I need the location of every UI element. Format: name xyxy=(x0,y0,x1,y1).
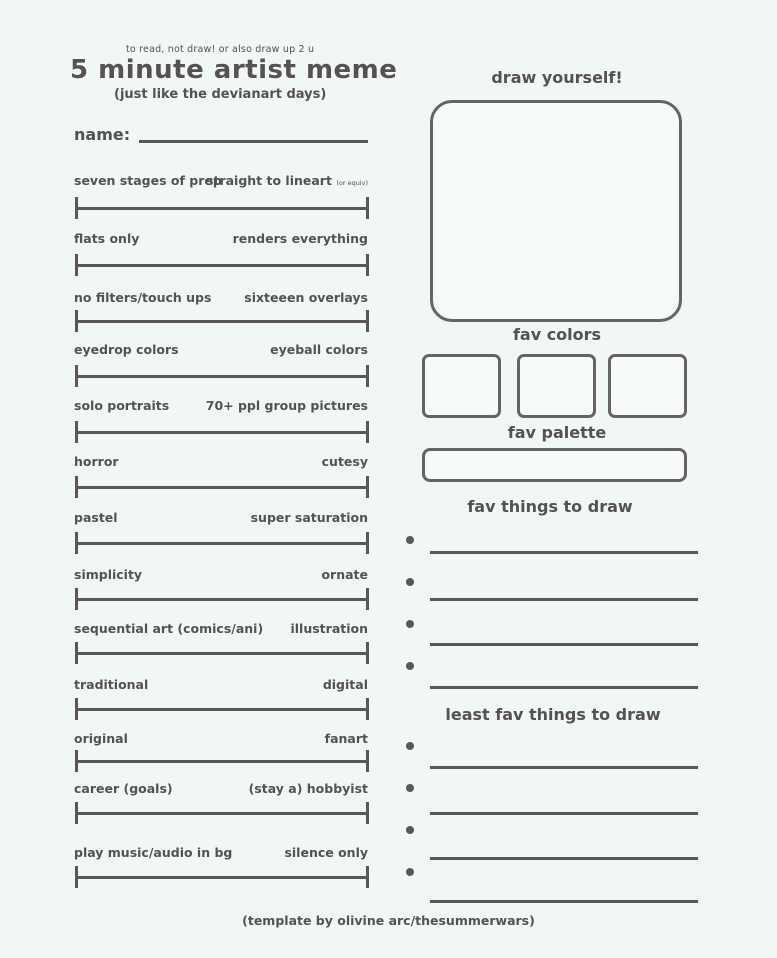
bullet-icon xyxy=(406,536,414,544)
bullet-icon xyxy=(406,662,414,670)
spectrum-slider[interactable] xyxy=(75,532,369,554)
spectrum-right-label: super saturation xyxy=(250,510,368,525)
spectrum-left-label: career (goals) xyxy=(74,781,173,796)
palette-box[interactable] xyxy=(422,448,687,482)
spectrum-slider[interactable] xyxy=(75,698,369,720)
spectrum-right-label: sixteeen overlays xyxy=(244,290,368,305)
bullet-icon xyxy=(406,826,414,834)
spectrum-right-label: straight to lineart (or equiv) xyxy=(206,173,368,188)
spectrum-right-note: (or equiv) xyxy=(336,179,368,187)
spectrum-right-label: (stay a) hobbyist xyxy=(248,781,368,796)
bullet-icon xyxy=(406,742,414,750)
spectrum-right-label: illustration xyxy=(290,621,368,636)
template-credit: (template by olivine arc/thesummerwars) xyxy=(242,913,535,928)
least-fav-things-title: least fav things to draw xyxy=(445,705,661,724)
spectrum-left-label: pastel xyxy=(74,510,118,525)
color-swatch-box[interactable] xyxy=(608,354,687,418)
fav-palette-title: fav palette xyxy=(507,423,607,442)
spectrum-left-label: flats only xyxy=(74,231,140,246)
spectrum-left-label: no filters/touch ups xyxy=(74,290,212,305)
spectrum-left-label: sequential art (comics/ani) xyxy=(74,621,264,636)
bullet-icon xyxy=(406,578,414,586)
name-label: name: xyxy=(74,125,131,144)
spectrum-right-label: renders everything xyxy=(232,231,368,246)
spectrum-left-label: solo portraits xyxy=(74,398,170,413)
spectrum-slider[interactable] xyxy=(75,197,369,219)
spectrum-slider[interactable] xyxy=(75,642,369,664)
fav-things-title: fav things to draw xyxy=(467,497,633,516)
spectrum-right-label: fanart xyxy=(324,731,368,746)
bullet-icon xyxy=(406,620,414,628)
spectrum-left-label: seven stages of prep xyxy=(74,173,222,188)
answer-line[interactable] xyxy=(430,643,698,646)
spectrum-slider[interactable] xyxy=(75,750,369,772)
spectrum-slider[interactable] xyxy=(75,866,369,888)
spectrum-left-label: play music/audio in bg xyxy=(74,845,233,860)
color-swatch-box[interactable] xyxy=(517,354,596,418)
bullet-icon xyxy=(406,784,414,792)
page-subtitle: (just like the devianart days) xyxy=(114,87,327,102)
name-field-line[interactable] xyxy=(139,140,368,143)
spectrum-right-label: eyeball colors xyxy=(270,342,368,357)
spectrum-slider[interactable] xyxy=(75,476,369,498)
spectrum-right-label: silence only xyxy=(284,845,368,860)
answer-line[interactable] xyxy=(430,812,698,815)
color-swatch-box[interactable] xyxy=(422,354,501,418)
self-portrait-box[interactable] xyxy=(430,100,682,322)
spectrum-left-label: eyedrop colors xyxy=(74,342,179,357)
answer-line[interactable] xyxy=(430,766,698,769)
spectrum-right-label: ornate xyxy=(321,567,368,582)
page-title: 5 minute artist meme xyxy=(70,55,398,85)
spectrum-right-label: cutesy xyxy=(321,454,368,469)
spectrum-left-label: horror xyxy=(74,454,119,469)
draw-yourself-title: draw yourself! xyxy=(491,68,623,87)
answer-line[interactable] xyxy=(430,598,698,601)
fav-colors-title: fav colors xyxy=(512,325,602,344)
spectrum-left-label: traditional xyxy=(74,677,149,692)
spectrum-right-label: digital xyxy=(322,677,368,692)
answer-line[interactable] xyxy=(430,900,698,903)
spectrum-slider[interactable] xyxy=(75,802,369,824)
spectrum-slider[interactable] xyxy=(75,365,369,387)
answer-line[interactable] xyxy=(430,857,698,860)
spectrum-slider[interactable] xyxy=(75,588,369,610)
spectrum-slider[interactable] xyxy=(75,254,369,276)
spectrum-left-label: original xyxy=(74,731,128,746)
spectrum-slider[interactable] xyxy=(75,310,369,332)
bullet-icon xyxy=(406,868,414,876)
answer-line[interactable] xyxy=(430,551,698,554)
top-note: to read, not draw! or also draw up 2 u xyxy=(126,44,315,55)
spectrum-left-label: simplicity xyxy=(74,567,143,582)
answer-line[interactable] xyxy=(430,686,698,689)
spectrum-slider[interactable] xyxy=(75,421,369,443)
spectrum-right-label: 70+ ppl group pictures xyxy=(205,398,368,413)
